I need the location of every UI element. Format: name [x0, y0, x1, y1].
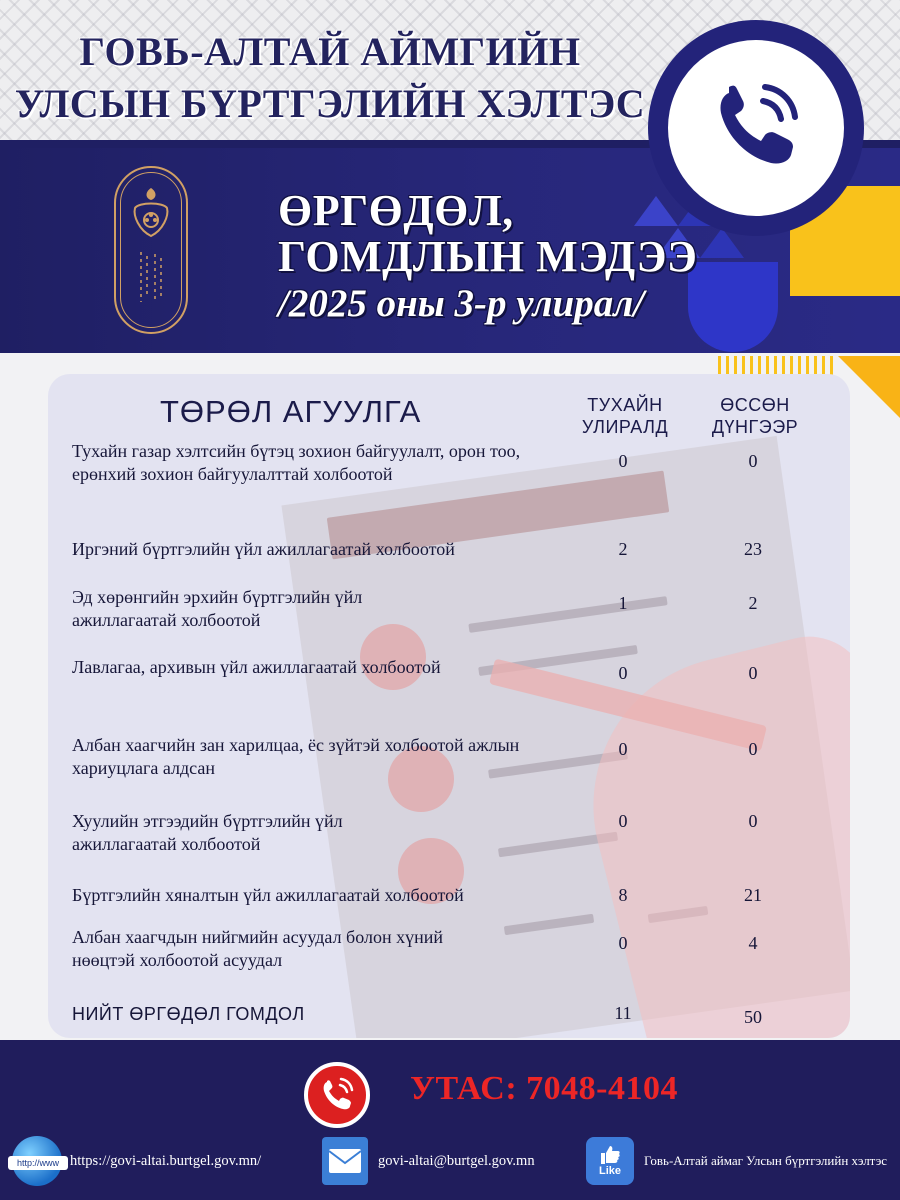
- row-category: Хуулийн этгээдийн бүртгэлийн үйл ажиллагаатай холбоотой: [72, 811, 343, 854]
- row-current-value: 0: [618, 811, 628, 831]
- organization-title: [0, 26, 660, 130]
- row-current-value: 0: [618, 663, 628, 683]
- facebook-contact[interactable]: [586, 1136, 887, 1186]
- email-link[interactable]: govi-altai@burtgel.gov.mn: [378, 1152, 535, 1169]
- phone-number[interactable]: УТАС: 7048-4104: [410, 1070, 678, 1107]
- website-link[interactable]: https://govi-altai.burtgel.gov.mn/: [70, 1152, 262, 1169]
- statistics-panel: [48, 374, 850, 1038]
- row-category: Албан хаагчдын нийгмийн асуудал болон хүний нөөцтэй холбоотой асуудал: [72, 927, 443, 970]
- contact-footer: [0, 1040, 900, 1200]
- current-quarter-header: ТУХАЙН УЛИРАЛД: [581, 395, 669, 437]
- row-current-value: 0: [618, 451, 628, 471]
- phone-call-icon: [304, 1062, 370, 1128]
- row-category: Эд хөрөнгийн эрхийн бүртгэлийн үйл ажиллагаатай холбоотой: [72, 587, 363, 630]
- emblem-logo: [114, 166, 188, 334]
- row-cumulative-value: 23: [744, 539, 762, 559]
- report-period: /2025 оны 3-р улирал/: [278, 282, 645, 325]
- report-title-line2: ГОМДЛЫН МЭДЭЭ: [278, 232, 698, 281]
- row-category: Бүртгэлийн хяналтын үйл ажиллагаатай холбоотой: [72, 885, 464, 905]
- row-category: Тухайн газар хэлтсийн бүтэц зохион байгуулалт, орон тоо, ерөнхий зохион байгуулалттай холбоотой: [72, 441, 521, 484]
- website-contact[interactable]: [12, 1136, 261, 1186]
- report-title: [278, 188, 738, 280]
- total-cumulative-value: 50: [744, 1007, 762, 1027]
- soyombo-emblem-icon: [123, 182, 179, 322]
- total-current-value: 11: [614, 1003, 632, 1023]
- cumulative-header: ӨССӨН ДҮНГЭЭР: [711, 395, 799, 437]
- type-column-header: ТӨРӨЛ АГУУЛГА: [160, 394, 422, 429]
- row-cumulative-value: 2: [748, 593, 758, 613]
- total-label: НИЙТ ӨРГӨДӨЛ ГОМДОЛ: [72, 1004, 305, 1024]
- like-icon: Like: [586, 1137, 634, 1185]
- row-cumulative-value: 0: [748, 663, 758, 683]
- facebook-page-link[interactable]: Говь-Алтай аймаг Улсын бүртгэлийн хэлтэс: [644, 1153, 888, 1168]
- row-cumulative-value: 0: [748, 811, 758, 831]
- row-current-value: 2: [618, 539, 628, 559]
- row-category: Албан хаагчийн зан харилцаа, ёс зүйтэй холбоотой ажлын хариуцлага алдсан: [72, 735, 520, 778]
- row-category: Иргэний бүртгэлийн үйл ажиллагаатай холбоотой: [72, 539, 455, 559]
- organization-title-line2: УЛСЫН БҮРТГЭЛИЙН ХЭЛТЭС: [14, 81, 646, 126]
- row-current-value: 8: [618, 885, 628, 905]
- row-cumulative-value: 0: [748, 739, 758, 759]
- row-current-value: 0: [618, 933, 628, 953]
- mail-icon: [322, 1137, 368, 1185]
- organization-title-line1: ГОВЬ-АЛТАЙ АЙМГИЙН: [79, 29, 581, 74]
- report-title-line1: ӨРГӨДӨЛ,: [278, 186, 514, 235]
- globe-icon: http://www: [12, 1136, 62, 1186]
- row-cumulative-value: 4: [748, 933, 758, 953]
- row-current-value: 1: [618, 593, 628, 613]
- row-cumulative-value: 21: [744, 885, 762, 905]
- row-category: Лавлагаа, архивын үйл ажиллагаатай холбоотой: [72, 657, 441, 677]
- row-current-value: 0: [618, 739, 628, 759]
- email-contact[interactable]: [322, 1136, 535, 1186]
- row-cumulative-value: 0: [748, 451, 758, 471]
- phone-icon: [701, 73, 811, 183]
